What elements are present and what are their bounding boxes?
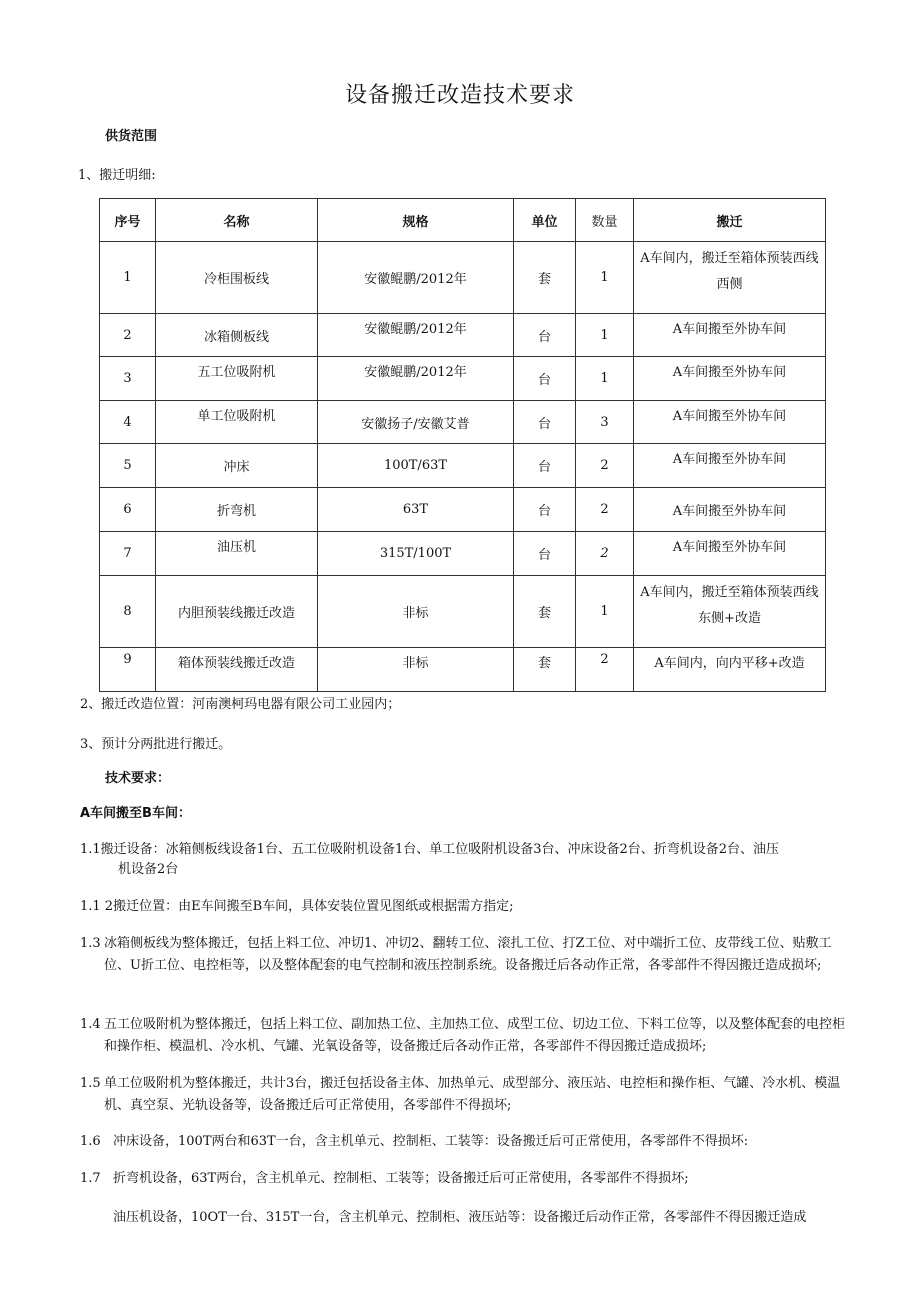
cell-spec: 63T: [318, 488, 514, 532]
header-unit: 单位: [514, 199, 576, 242]
cell-move: A车间搬至外协车间: [634, 314, 826, 357]
cell-qty: 1: [576, 576, 634, 648]
cell-name: 冷柜围板线: [156, 242, 318, 314]
cell-spec: 安徽鲲鹏/2012年: [318, 357, 514, 401]
cell-name: 油压机: [156, 532, 318, 576]
table-row: [100, 576, 826, 648]
para-1-5-number: 1.5: [80, 1076, 101, 1091]
cell-name: 折弯机: [156, 488, 318, 532]
table-row: [100, 401, 826, 444]
header-move: 搬迁: [634, 199, 826, 242]
cell-name: 箱体预装线搬迁改造: [156, 648, 318, 692]
cell-qty: 2: [576, 488, 634, 532]
cell-name: 单工位吸附机: [156, 401, 318, 444]
cell-spec: 非标: [318, 576, 514, 648]
table-row: [100, 444, 826, 488]
cell-name: 冲床: [156, 444, 318, 488]
header-qty: 数量: [576, 199, 634, 242]
para-1-1-line1: 1.1搬迁设备：冰箱侧板线设备1台、五工位吸附机设备1台、单工位吸附机设备3台、冲床设备2台、折弯机设备2台、油压: [80, 842, 780, 857]
cell-no: 3: [100, 357, 156, 401]
item-1-label: 1、搬迁明细:: [78, 168, 156, 183]
cell-move: A车间搬至外协车间: [634, 357, 826, 401]
cell-no: 4: [100, 401, 156, 444]
table-row: [100, 648, 826, 692]
cell-move: A车间搬至外协车间: [634, 532, 826, 576]
para-1-1-line2: 机设备2台: [118, 862, 179, 877]
cell-qty: 2: [576, 648, 634, 692]
table-row: [100, 532, 826, 576]
cell-name: 五工位吸附机: [156, 357, 318, 401]
cell-spec: 安徽鲲鹏/2012年: [318, 314, 514, 357]
cell-qty: 1: [576, 357, 634, 401]
para-1-6-number: 1.6: [80, 1134, 101, 1149]
cell-move: A车间搬至外协车间: [634, 488, 826, 532]
para-1-6: 冲床设备，100T两台和63T一台，含主机单元、控制柜、工装等：设备搬迁后可正常使用，各零部件不得损坏:: [113, 1134, 749, 1149]
cell-unit: 套: [514, 576, 576, 648]
cell-spec: 315T/100T: [318, 532, 514, 576]
para-1-5: 单工位吸附机为整体搬迁，共计3台，搬迁包括设备主体、加热单元、成型部分、液压站、电控柜和操作柜、气罐、冷水机、模温机、真空泵、光轨设备等，设备搬迁后可正常使用，各零部件不得损坏;: [104, 1076, 841, 1113]
table-row: [100, 357, 826, 401]
cell-unit: 台: [514, 401, 576, 444]
document-title: 设备搬迁改造技术要求: [344, 83, 575, 108]
cell-spec: 100T/63T: [318, 444, 514, 488]
table-row: [100, 488, 826, 532]
para-1-12: 1.1 2搬迁位置：由E车间搬至B车间，具体安装位置见图纸或根据需方指定;: [80, 899, 514, 914]
cell-qty: 3: [576, 401, 634, 444]
para-press-machine: 油压机设备，10OT一台、315T一台，含主机单元、控制柜、液压站等：设备搬迁后动作正常，各零部件不得因搬迁造成: [113, 1210, 807, 1225]
cell-name: 内胆预装线搬迁改造: [156, 576, 318, 648]
cell-move: A车间内，搬迁至箱体预装西线东侧+改造: [634, 576, 826, 648]
cell-unit: 台: [514, 357, 576, 401]
table-header-row: [100, 199, 826, 242]
cell-move: A车间搬至外协车间: [634, 444, 826, 488]
table-row: [100, 314, 826, 357]
cell-unit: 台: [514, 314, 576, 357]
cell-no: 6: [100, 488, 156, 532]
cell-unit: 台: [514, 444, 576, 488]
cell-spec: 安徽鲲鹏/2012年: [318, 242, 514, 314]
item-2-location: 2、搬迁改造位置：河南澳柯玛电器有限公司工业园内；: [80, 697, 401, 712]
cell-no: 9: [100, 648, 156, 692]
cell-no: 8: [100, 576, 156, 648]
cell-qty: 2: [576, 532, 634, 576]
section-a-heading: A车间搬至B车间：: [80, 806, 191, 821]
cell-qty: 2: [576, 444, 634, 488]
cell-unit: 台: [514, 488, 576, 532]
cell-no: 1: [100, 242, 156, 314]
tech-requirements-heading: 技术要求：: [105, 771, 171, 786]
para-1-4-number: 1.4: [80, 1017, 101, 1032]
para-1-4: 五工位吸附机为整体搬迁，包括上料工位、副加热工位、主加热工位、成型工位、切边工位、下料工位等，以及整体配套的电控柜和操作柜、模温机、冷水机、气罐、光氧设备等，设备搬迁后各动作正常，各零部件不得因搬迁造成损坏;: [104, 1017, 846, 1054]
cell-move: A车间内，搬迁至箱体预装西线西侧: [634, 242, 826, 314]
cell-no: 2: [100, 314, 156, 357]
cell-qty: 1: [576, 242, 634, 314]
table-row: [100, 242, 826, 314]
cell-name: 冰箱侧板线: [156, 314, 318, 357]
equipment-table: [99, 198, 826, 692]
para-1-7-number: 1.7: [80, 1171, 101, 1186]
header-spec: 规格: [318, 199, 514, 242]
cell-unit: 套: [514, 242, 576, 314]
cell-spec: 非标: [318, 648, 514, 692]
cell-unit: 台: [514, 532, 576, 576]
cell-qty: 1: [576, 314, 634, 357]
cell-no: 5: [100, 444, 156, 488]
para-1-7: 折弯机设备，63T两台，含主机单元、控制柜、工装等；设备搬迁后可正常使用，各零部件不得损坏;: [113, 1171, 689, 1186]
header-no: 序号: [100, 199, 156, 242]
para-1-3: 冰箱侧板线为整体搬迁，包括上料工位、冲切1、冲切2、翻转工位、滚扎工位、打Z工位、对中端折工位、皮带线工位、贴敷工位、U折工位、电控柜等，以及整体配套的电气控制和液压控制系统。设备搬迁后各动作正常，各零部件不得因搬迁造成损坏;: [104, 936, 832, 973]
para-1-3-number: 1.3: [80, 936, 101, 951]
item-3-batches: 3、预计分两批进行搬迁。: [80, 737, 232, 752]
cell-move: A车间内，向内平移+改造: [634, 648, 826, 692]
cell-unit: 套: [514, 648, 576, 692]
cell-no: 7: [100, 532, 156, 576]
cell-move: A车间搬至外协车间: [634, 401, 826, 444]
cell-spec: 安徽扬子/安徽艾普: [318, 401, 514, 444]
header-name: 名称: [156, 199, 318, 242]
supply-scope-heading: 供货范围: [105, 129, 158, 144]
